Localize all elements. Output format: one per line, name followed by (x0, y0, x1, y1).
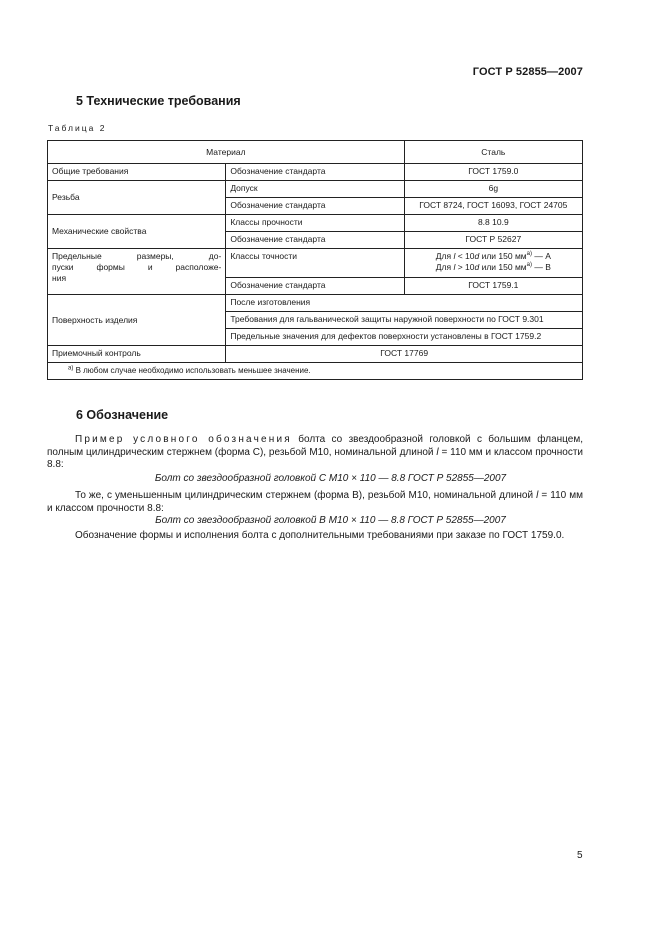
requirements-table (47, 140, 583, 380)
text: или 150 мм (481, 262, 527, 272)
text: Для (435, 262, 452, 272)
text: l (453, 262, 456, 272)
row-value: ГОСТ 17769 (226, 346, 583, 363)
text: < 10 (457, 251, 475, 261)
table-footnote-row (48, 363, 583, 380)
order-paragraph: Обозначение формы и исполнения болта с дополнительными требованиями при заказе по ГОСТ 1759.0. (75, 530, 565, 541)
row-value: ГОСТ Р 52627 (404, 232, 582, 249)
text: = 110 мм и классом прочности 8.8: (47, 446, 583, 470)
document-code: ГОСТ Р 52855—2007 (472, 66, 583, 78)
designation-example-2: Болт со звездообразной головкой В М10 × 110 — 8.8 ГОСТ Р 52855—2007 (155, 515, 506, 526)
row-param: Обозначение стандарта (226, 164, 404, 181)
row-name-line: ния (52, 273, 67, 283)
section-6-title: 6 Обозначение (76, 408, 169, 422)
text: Для (435, 251, 452, 261)
text: = 110 мм и классом прочности 8.8: (47, 490, 584, 514)
precision-class-b (409, 262, 578, 273)
footnote-mark: а) (68, 365, 74, 372)
table-row (48, 249, 583, 278)
text: или 150 мм (481, 251, 527, 261)
table-row (48, 164, 583, 181)
example-paragraph-2 (47, 490, 583, 515)
row-value: ГОСТ 8724, ГОСТ 16093, ГОСТ 24705 (404, 198, 582, 215)
text: То же, с уменьшенным цилиндрическим стержнем (форма В), резьбой М10, номинальной длиной (75, 490, 534, 501)
example-paragraph-1 (47, 434, 583, 472)
precision-classes-value (404, 249, 582, 278)
table-row (48, 215, 583, 232)
precision-class-a (409, 251, 578, 262)
text: d (474, 251, 480, 261)
row-value: ГОСТ 1759.1 (404, 278, 582, 295)
header-material: Материал (48, 141, 405, 164)
row-name-multiline (48, 249, 226, 295)
row-name: Поверхность изделия (48, 295, 226, 346)
text: болта со звездообразной головкой с большим фланцем, полным цилиндрическим стержнем (форма С), резьбой М10, номинальной длиной (47, 434, 583, 458)
row-text: Предельные значения для дефектов поверхности установлены в ГОСТ 1759.2 (226, 329, 583, 346)
row-param: Обозначение стандарта (226, 232, 404, 249)
footnote-ref: а) (526, 251, 532, 258)
row-name-line: пуски формы и расположе- (52, 262, 222, 272)
table-caption: Таблица 2 (48, 123, 107, 133)
table-row (48, 181, 583, 198)
row-name-line: Предельные размеры, до- (52, 251, 222, 261)
table-header-row (48, 141, 583, 164)
text: l (436, 446, 439, 458)
footnote-ref: а) (526, 262, 532, 269)
row-value: 6g (404, 181, 582, 198)
text: > 10 (457, 262, 475, 272)
header-steel: Сталь (404, 141, 582, 164)
text: — A (534, 251, 551, 261)
text: l (536, 490, 539, 501)
row-text: После изготовления (226, 295, 583, 312)
table-row (48, 295, 583, 312)
row-param: Обозначение стандарта (226, 278, 404, 295)
table-footnote (48, 363, 583, 380)
row-param: Классы прочности (226, 215, 404, 232)
example-label: Пример условного обозначения (75, 434, 292, 445)
footnote-text: В любом случае необходимо использовать меньшее значение. (75, 366, 311, 375)
page-number: 5 (577, 850, 583, 861)
section-5-title: 5 Технические требования (76, 94, 241, 108)
row-param: Обозначение стандарта (226, 198, 404, 215)
row-param: Допуск (226, 181, 404, 198)
text: l (453, 251, 456, 261)
row-param: Классы точности (226, 249, 404, 278)
table-row (48, 346, 583, 363)
text: — B (534, 262, 551, 272)
text: d (474, 262, 480, 272)
row-value: 8.8 10.9 (404, 215, 582, 232)
row-name: Резьба (48, 181, 226, 215)
row-name: Приемочный контроль (48, 346, 226, 363)
row-value: ГОСТ 1759.0 (404, 164, 582, 181)
designation-example-1: Болт со звездообразной головкой С М10 × 110 — 8.8 ГОСТ Р 52855—2007 (154, 473, 507, 484)
row-text: Требования для гальванической защиты наружной поверхности по ГОСТ 9.301 (226, 312, 583, 329)
row-name: Механические свойства (48, 215, 226, 249)
row-name: Общие требования (48, 164, 226, 181)
